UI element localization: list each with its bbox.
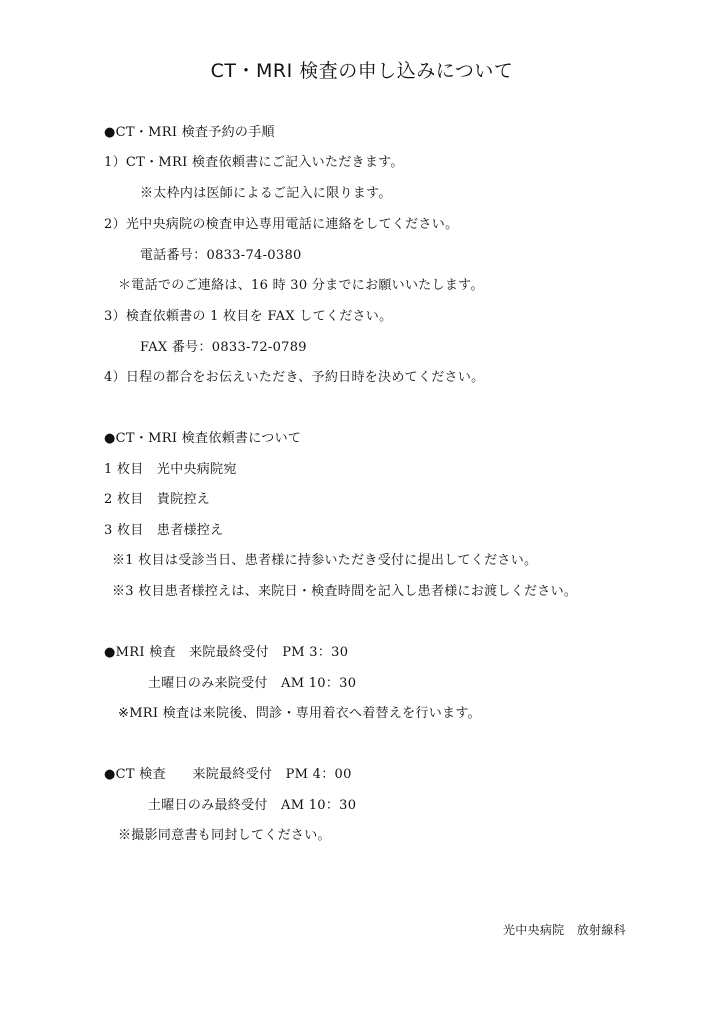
page-title: CT・MRI 検査の申し込みについて (210, 60, 514, 82)
ct-note: ※撮影同意書も同封してください。 (118, 828, 331, 843)
form-copy-3: 3 枚目 患者様控え (104, 523, 224, 538)
form-copy-2: 2 枚目 貴院控え (104, 492, 211, 507)
ct-saturday: 土曜日のみ最終受付 AM 10：30 (148, 798, 357, 813)
procedure-step-1-note: ※太枠内は医師によるご記入に限ります。 (140, 186, 392, 201)
procedure-step-1: 1）CT・MRI 検査依頼書にご記入いただきます。 (104, 155, 404, 170)
mri-note: ※MRI 検査は来院後、問診・専用着衣へ着替えを行います。 (118, 706, 481, 721)
form-copy-1: 1 枚目 光中央病院宛 (104, 462, 237, 477)
phone-number: 電話番号：0833-74-0380 (140, 248, 302, 263)
mri-heading: ●MRI 検査 来院最終受付 PM 3：30 (104, 645, 349, 660)
procedure-step-4: 4）日程の都合をお伝えいただき、予約日時を決めてください。 (104, 370, 485, 385)
mri-saturday: 土曜日のみ来院受付 AM 10：30 (148, 676, 357, 691)
procedure-heading: ●CT・MRI 検査予約の手順 (104, 125, 275, 140)
form-heading: ●CT・MRI 検査依頼書について (104, 431, 302, 446)
ct-heading: ●CT 検査 来院最終受付 PM 4：00 (104, 767, 352, 782)
department-signature: 光中央病院 放射線科 (502, 923, 626, 937)
procedure-step-2: 2）光中央病院の検査申込専用電話に連絡をしてください。 (104, 217, 459, 232)
fax-number: FAX 番号：0833-72-0789 (140, 340, 307, 355)
form-note-2: ※3 枚目患者様控えは、来院日・検査時間を記入し患者様にお渡しください。 (112, 584, 578, 599)
procedure-step-3: 3）検査依頼書の 1 枚目を FAX してください。 (104, 309, 393, 324)
form-note-1: ※1 枚目は受診当日、患者様に持参いただき受付に提出してください。 (112, 553, 538, 568)
procedure-step-2-note: ＊電話でのご連絡は、16 時 30 分までにお願いいたします。 (118, 278, 484, 293)
